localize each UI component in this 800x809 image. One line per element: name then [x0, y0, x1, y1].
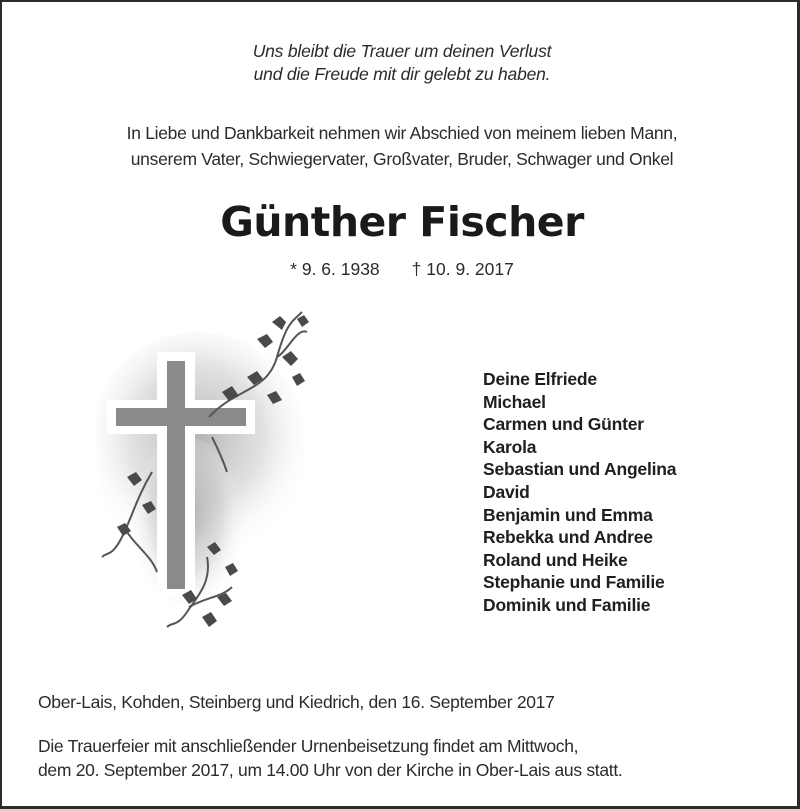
birth-date: * 9. 6. 1938 [290, 259, 380, 279]
service-line: Die Trauerfeier mit anschließender Urnenbeisetzung findet am Mittwoch, [38, 736, 579, 756]
mourner-name: Roland und Heike [483, 549, 628, 570]
intro-line: unserem Vater, Schwiegervater, Großvater, Bruder, Schwager und Onkel [130, 149, 674, 169]
mourner-name: Rebekka und Andree [483, 527, 653, 548]
funeral-service-info [38, 734, 623, 782]
place-and-date: Ober-Lais, Kohden, Steinberg und Kiedrich, den 16. September 2017 [38, 692, 555, 712]
mourner-name: Sebastian und Angelina [483, 459, 677, 480]
mourner-name: Carmen und Günter [483, 414, 644, 435]
motto-verse [2, 40, 800, 86]
intro-line: In Liebe und Dankbarkeit nehmen wir Abschied von meinem lieben Mann, [126, 123, 678, 143]
mourner-name: Dominik und Familie [483, 594, 651, 615]
intro-text [2, 120, 800, 172]
cross-with-ivy-icon [97, 297, 327, 632]
life-dates [2, 259, 800, 280]
service-line: dem 20. September 2017, um 14.00 Uhr von der Kirche in Ober-Lais aus statt. [38, 760, 623, 780]
motto-line: Uns bleibt die Trauer um deinen Verlust [252, 41, 552, 61]
death-date: † 10. 9. 2017 [411, 259, 514, 279]
mourner-name: Stephanie und Familie [483, 572, 665, 593]
mourner-name: David [483, 481, 530, 502]
deceased-name: Günther Fischer [220, 198, 584, 246]
mourner-name: Michael [483, 391, 546, 412]
motto-line: und die Freude mit dir gelebt zu haben. [253, 64, 551, 84]
mourner-name: Benjamin und Emma [483, 504, 653, 525]
mourners-list [483, 368, 676, 617]
mourner-name: Deine Elfriede [483, 369, 597, 389]
mourner-name: Karola [483, 436, 537, 457]
